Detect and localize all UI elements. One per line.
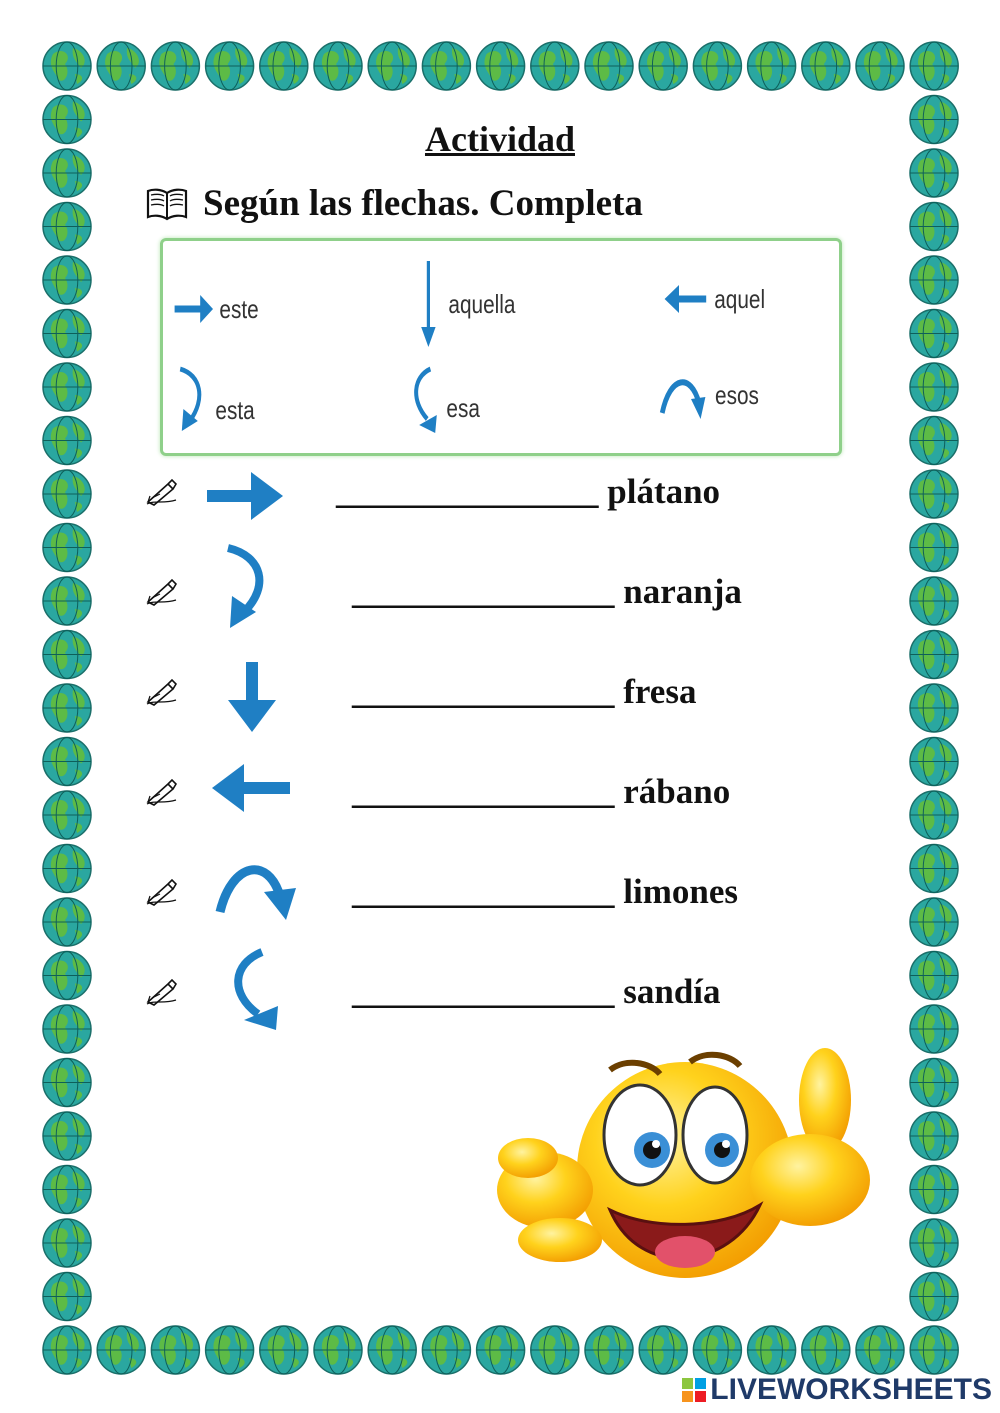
curve-down-left-arrow-icon [408,365,442,435]
exercise-word: limones [623,872,738,911]
globe-icon [422,1326,470,1374]
globe-icon [43,1112,91,1160]
arc-over-arrow-icon [214,852,298,922]
left-arrow-icon [210,758,292,818]
globe-icon [748,42,796,90]
curve-down-right-arrow-icon [177,365,211,435]
globe-icon [802,1326,850,1374]
legend-item-esos [659,369,759,421]
globe-icon [151,1326,199,1374]
globe-icon [910,1166,958,1214]
legend-label: aquella [448,288,516,319]
globe-icon [693,42,741,90]
globe-icon [585,42,633,90]
answer-blank[interactable]: _______________ fresa [352,672,697,711]
globe-icon [910,1112,958,1160]
exercise-word: naranja [623,572,742,611]
smiley-thumbs-up-illustration [490,1040,890,1300]
globe-icon [43,310,91,358]
down-arrow-icon [224,660,280,734]
globe-icon [97,1326,145,1374]
legend-label: esos [715,379,759,410]
globe-icon [910,1059,958,1107]
globe-icon [260,42,308,90]
liveworksheets-logo-icon [682,1378,706,1402]
watermark-text: LIVEWORKSHEETS [710,1373,992,1406]
answer-blank[interactable]: _______________ sandía [352,972,721,1011]
exercise-row [0,458,1000,538]
exercise-word: rábano [623,772,731,811]
globe-icon [151,42,199,90]
exercise-word: sandía [623,972,721,1011]
curve-down-left-arrow-icon [228,948,286,1032]
globe-icon [910,203,958,251]
answer-blank[interactable]: _______________ rábano [352,772,731,811]
globe-icon [477,42,525,90]
globe-icon [856,1326,904,1374]
legend-label: esta [215,394,255,425]
legend-item-esa [408,365,480,435]
globe-icon [206,1326,254,1374]
pen-icon [146,878,178,906]
curve-down-right-arrow-icon [222,542,274,630]
instruction-text: Según las flechas. Completa [203,183,643,224]
pen-icon [146,978,178,1006]
globe-icon [260,1326,308,1374]
globe-icon [639,1326,687,1374]
globe-icon [639,42,687,90]
globe-icon [693,1326,741,1374]
left-arrow-icon [663,281,708,317]
legend-label: este [219,293,259,324]
exercise-row [0,858,1000,938]
globe-icon [43,203,91,251]
legend-label: aquel [714,283,766,314]
answer-blank[interactable]: _______________ plátano [336,472,721,511]
book-icon [145,187,189,221]
pen-icon [146,778,178,806]
globe-icon [856,42,904,90]
globe-icon [477,1326,525,1374]
globe-icon [43,1326,91,1374]
globe-icon [910,1273,958,1321]
globe-icon [97,42,145,90]
exercise-row [0,758,1000,838]
globe-icon [748,1326,796,1374]
pen-icon [146,678,178,706]
globe-icon [43,1059,91,1107]
globe-icon [43,42,91,90]
globe-icon [43,1219,91,1267]
exercise-word: fresa [623,672,697,711]
legend-label: esa [446,392,480,423]
globe-icon [422,42,470,90]
globe-icon [802,42,850,90]
instruction [145,182,643,225]
answer-blank[interactable]: _______________ limones [352,872,738,911]
globe-icon [910,256,958,304]
legend-item-aquella [418,259,515,349]
legend-item-esta [177,365,255,435]
globe-icon [43,1273,91,1321]
globe-icon [910,42,958,90]
globe-icon [910,363,958,411]
exercise-row [0,958,1000,1038]
legend-item-aquel [663,281,765,317]
globe-icon [314,1326,362,1374]
answer-blank[interactable]: _______________ naranja [352,572,742,611]
watermark [682,1373,992,1407]
arrow-legend [160,238,842,456]
globe-icon [910,310,958,358]
globe-icon [43,256,91,304]
exercise-word: plátano [607,472,721,511]
globe-icon [368,1326,416,1374]
legend-item-este [173,291,259,327]
arc-over-arrow-icon [659,369,707,421]
globe-icon [910,1326,958,1374]
globe-icon [368,42,416,90]
globe-icon [43,363,91,411]
pen-icon [146,478,178,506]
page-title: Actividad [424,119,575,159]
globe-icon [206,42,254,90]
pen-icon [146,578,178,606]
right-arrow-icon [173,291,215,327]
down-arrow-icon [418,259,439,349]
right-arrow-icon [205,466,285,526]
exercise-row [0,558,1000,638]
globe-icon [314,42,362,90]
globe-icon [531,42,579,90]
globe-icon [585,1326,633,1374]
globe-icon [531,1326,579,1374]
globe-icon [910,1219,958,1267]
exercise-row [0,658,1000,738]
globe-icon [43,1166,91,1214]
